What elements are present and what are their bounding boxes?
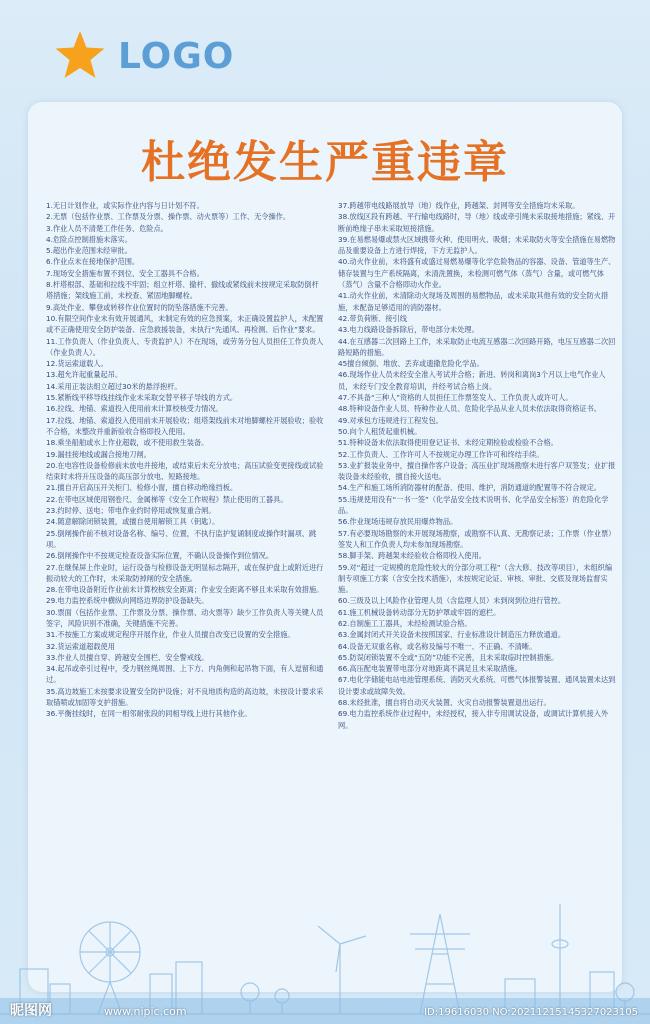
- rule-item: 30.票面（包括作业票、工作票及分票、操作票、动火票等）缺少工作负责人等关键人员签字，风险识别不准确，关键措施不完善。: [46, 607, 324, 628]
- rule-item: 8.杆塔根部、基础和拉线不牢固；组立杆塔、撤杆、撤线或紧线前未按规定采取防倒杆塔措施；架线施工前，未校查、紧固地脚螺栓。: [46, 280, 319, 301]
- rule-item: 27.在继保屏上作业时，运行设备与检修设备无明显标志隔开，或在保护盘上或附近进行振动较大的工作时，未采取防掉闸的安全措施。: [46, 562, 324, 583]
- rule-item: 31.不按施工方案或规定程序开展作业，作业人员擅自改变已设置的安全措施。: [46, 630, 295, 640]
- rule-item: 68.未经批准，擅自将自动灭火装置、火灾自动报警装置退出运行。: [338, 698, 551, 708]
- rule-item: 39.在易燃易爆或禁火区域携带火种、使用明火、吸烟；未采取防火等安全措施在易燃物品及重要设备上方进行焊接，下方无监护人。: [338, 234, 616, 256]
- rule-item: 11.工作负责人（作业负责人、专责监护人）不在现场，或劳务分包人员担任工作负责人（作业负责人）。: [46, 336, 324, 357]
- rule-item: 12.货运索道载人。: [46, 359, 108, 369]
- rule-item: 5.超出作业范围未经审批。: [46, 246, 132, 256]
- rule-item: 9.高处作业、攀登或转移作业位置时的防坠落措施不完善。: [46, 302, 233, 312]
- rule-item: 60.三级及以上风险作业管理人员（含监理人员）未到岗到位进行管控。: [338, 596, 566, 606]
- rule-item: 66.高压配电装置带电部分对地距离不满足且未采取措施。: [338, 664, 522, 674]
- watermark-site: www.nipic.com: [104, 1005, 187, 1018]
- rule-item: 18.乘坐船舶或水上作业超载，或不使用救生装备。: [46, 438, 209, 448]
- header: [0, 0, 650, 100]
- rule-item: 23.约时停、送电；带电作业约时停用或恢复重合闸。: [46, 506, 216, 516]
- rule-item: 37.跨越带电线路展放导（地）线作业，跨越架、封网等安全措施均未采取。: [338, 201, 580, 210]
- rule-item: 6.作业点未在接地保护范围。: [46, 257, 140, 267]
- rule-item: 56.作业现场违规存放民用爆炸物品。: [338, 517, 458, 527]
- rule-item: 53.业扩报装业务中，擅自操作客户设备；高压业扩现场勘察未进行客户双签发；业扩报装设备未经验收，擅自接火送电。: [338, 460, 616, 482]
- rule-item: 49.对承包方违规进行工程发包。: [338, 415, 443, 425]
- rule-item: 51.特种设备未依法取得使用登记证书、未经定期检验或检验不合格。: [338, 438, 558, 448]
- rule-item: 63.金属封闭式开关设备未按照国家、行业标准设计制造压力释放通道。: [338, 630, 566, 640]
- rule-item: 67.电化学储能电站电池管理系统、消防灭火系统、可燃气体报警装置、通风装置未达到设计要求或故障失效。: [338, 675, 616, 696]
- rule-item: 46.现场作业人员未经安全准入考试并合格；新进、转岗和离岗3个月以上电气作业人员，未经专门安全教育培训，并经考试合格上岗。: [338, 370, 606, 391]
- rule-item: 32.货运索道超载使用: [46, 641, 115, 651]
- rule-item: 21.擅自开启高压开关柜门、检修小窗，擅自移动绝缘挡板。: [46, 483, 238, 493]
- rule-item: 34.起吊或牵引过程中，受力钢丝绳周围、上下方、内角侧和起吊物下面，有人逗留和通过。: [46, 664, 324, 685]
- rule-item: 45擅自倾倒、堆放、丢弃或遗撒危险化学品。: [338, 359, 484, 369]
- rule-item: 36.平衡挂线时，在同一相邻耐张段的同相导线上进行其他作业。: [46, 709, 252, 719]
- left-column: [46, 200, 324, 720]
- rule-item: 58.脚手架、跨越架未经验收合格即投入使用。: [338, 551, 486, 561]
- rule-item: 35.高边坡施工未按要求设置安全防护设施；对不良地质构造的高边坡，未按设计要求采取锚喷或加固等支护措施。: [46, 686, 324, 708]
- rule-item: 7.现场安全措施布置不到位、安全工器具不合格。: [46, 268, 204, 278]
- rule-item: 43.电力线路设备拆除后，带电部分未处理。: [338, 325, 479, 335]
- rule-item: 47.不具备“三种人”资格的人员担任工作票签发人、工作负责人或许可人。: [338, 393, 573, 403]
- rule-item: 3.作业人员不清楚工作任务、危险点。: [46, 223, 168, 233]
- rule-item: 57.有必要现场勘察的未开展现场勘察，或勘察不认真、无勘察记录；工作票（作业票）签发人和工作负责人均未参加现场勘察。: [338, 528, 616, 549]
- rule-item: 24.随意解除闭锁装置，或擅自使用解锁工具（钥匙）。: [46, 517, 220, 527]
- rule-item: 64.设备无双重名称，或名称及编号不唯一、不正确、不清晰。: [338, 641, 537, 651]
- rule-item: 10.有限空间作业未有效开展通风，未制定有效的应急预案，未正确设置监护人，未配置或不正确使用安全防护装备、应急救援装备，未执行“先通风、再检测、后作业”要求。: [46, 313, 324, 335]
- rule-item: 69.电力监控系统作业过程中，未经授权，接入非专用调试设备，或调试计算机接入外网。: [338, 709, 609, 730]
- rule-item: 25.倒闸操作前不核对设备名称、编号、位置，不执行监护复诵制度或操作时漏项、跳项。: [46, 528, 317, 549]
- rule-item: 50.向个人租赁起重机械。: [338, 426, 422, 436]
- rule-item: 13.超允许起重量起吊。: [46, 370, 123, 380]
- star-icon: [54, 30, 106, 80]
- rule-item: 54.生产和施工场所消防器材的配备、使用、维护，消防通道的配置等不符合规定。: [338, 483, 601, 493]
- rule-item: 1.无日计划作业，或实际作业内容与日计划不符。: [46, 201, 204, 210]
- logo-text: LOGO: [118, 36, 235, 77]
- rule-item: 42.带负荷断、接引线: [338, 313, 407, 323]
- rule-item: 28.在带电设备附近作业前未计算校核安全距离；作业安全距离不够且未采取有效措施。: [46, 585, 324, 595]
- rule-item: 17.拉线、地锚、索道投入使用前未开展验收；组塔架线前未对地脚螺栓开展验收；验收不合格，未整改并重新验收合格即投入使用。: [46, 415, 324, 436]
- watermark-logo: 昵图网: [10, 1003, 52, 1019]
- watermark-bar: [0, 998, 650, 1024]
- watermark-id: ID:19616030 NO:20211215145327023105: [424, 1007, 638, 1018]
- rule-item: 62.自制施工工器具，未经检测试验合格。: [338, 618, 472, 628]
- rule-item: 20.在电容性设备检修前未放电并接地，或结束后未充分放电；高压试验变更接线或试验结束时未将升压设备的高压部分放电、短路接地。: [46, 460, 324, 482]
- rule-item: 2.无票（包括作业票、工作票及分票、操作票、动火票等）工作、无令操作。: [46, 212, 291, 222]
- rule-item: 14.采用正装法组立超过30米的悬浮抱杆。: [46, 381, 182, 391]
- rule-item: 61.施工机械设备转动部分无防护罩或牢固的遮栏。: [338, 607, 501, 617]
- rule-item: 41.动火作业前，未清除动火现场及周围的易燃物品，或未采取其他有效的安全防火措施，未配备足够适用的消防器材。: [338, 291, 609, 312]
- rule-item: 55.违规使用没有“一书一签”（化学品安全技术说明书、化学品安全标签）的危险化学品。: [338, 494, 609, 516]
- rule-item: 52.工作负责人、工作许可人不按规定办理工作许可和终结手续。: [338, 449, 544, 459]
- rule-item: 15.紧断线平移导线挂线作业未采取交替平移子导线的方式。: [46, 393, 238, 403]
- rule-item: 44.在互感器二次回路上工作，未采取防止电流互感器二次回路开路，电压互感器二次回路短路的措施。: [338, 336, 616, 357]
- rule-item: 48.特种设备作业人员、特种作业人员、危险化学品从业人员未依法取得资格证书。: [338, 404, 601, 414]
- rule-item: 4.危险点控制措施未落实。: [46, 234, 132, 244]
- rule-item: 33.作业人员擅自穿、跨越安全围栏、安全警戒线。: [46, 652, 209, 662]
- rule-item: 38.放线区段有跨越、平行输电线路时，导（地）线或牵引绳未采取接地措施；紧线、开断前绝缘子串未采取短接措施。: [338, 212, 616, 233]
- rule-item: 65.防误闭锁装置不全或“五防”功能不完善，且未采取临时控制措施。: [338, 652, 559, 662]
- rule-item: 59.对“超过一定规模的危险性较大的分部分项工程”（含大修、技改等项目），未组织编制专项施工方案（含安全技术措施），未按规定论证、审核、审批、交底及现场监督实施。: [338, 562, 613, 595]
- right-column: [338, 200, 616, 731]
- rule-item: 26.倒闸操作中不按规定检查设备实际位置，不确认设备操作到位情况。: [46, 551, 274, 561]
- rule-item: 16.拉线、地锚、索道投入使用前未计算校核受力情况。: [46, 404, 223, 414]
- rule-item: 22.在带电区域使用钢卷尺、金属梯等《安全工作规程》禁止使用的工器具。: [46, 494, 288, 504]
- rule-item: 40.动火作业前，未将盛有或盛过易燃易爆等化学危险物品的容器、设备、管道等生产、储存装置与生产系统隔离，未清洗置换，未检测可燃气体（蒸气）含量，或可燃气体（蒸气）含量不合格即动火作业。: [338, 257, 616, 290]
- rule-item: 19.漏挂接地线或漏合接地刀闸。: [46, 449, 151, 459]
- rule-item: 29.电力监控系统中横纵向网络边界防护设备缺失。: [46, 596, 209, 606]
- page-title: 杜绝发生严重违章: [141, 137, 509, 188]
